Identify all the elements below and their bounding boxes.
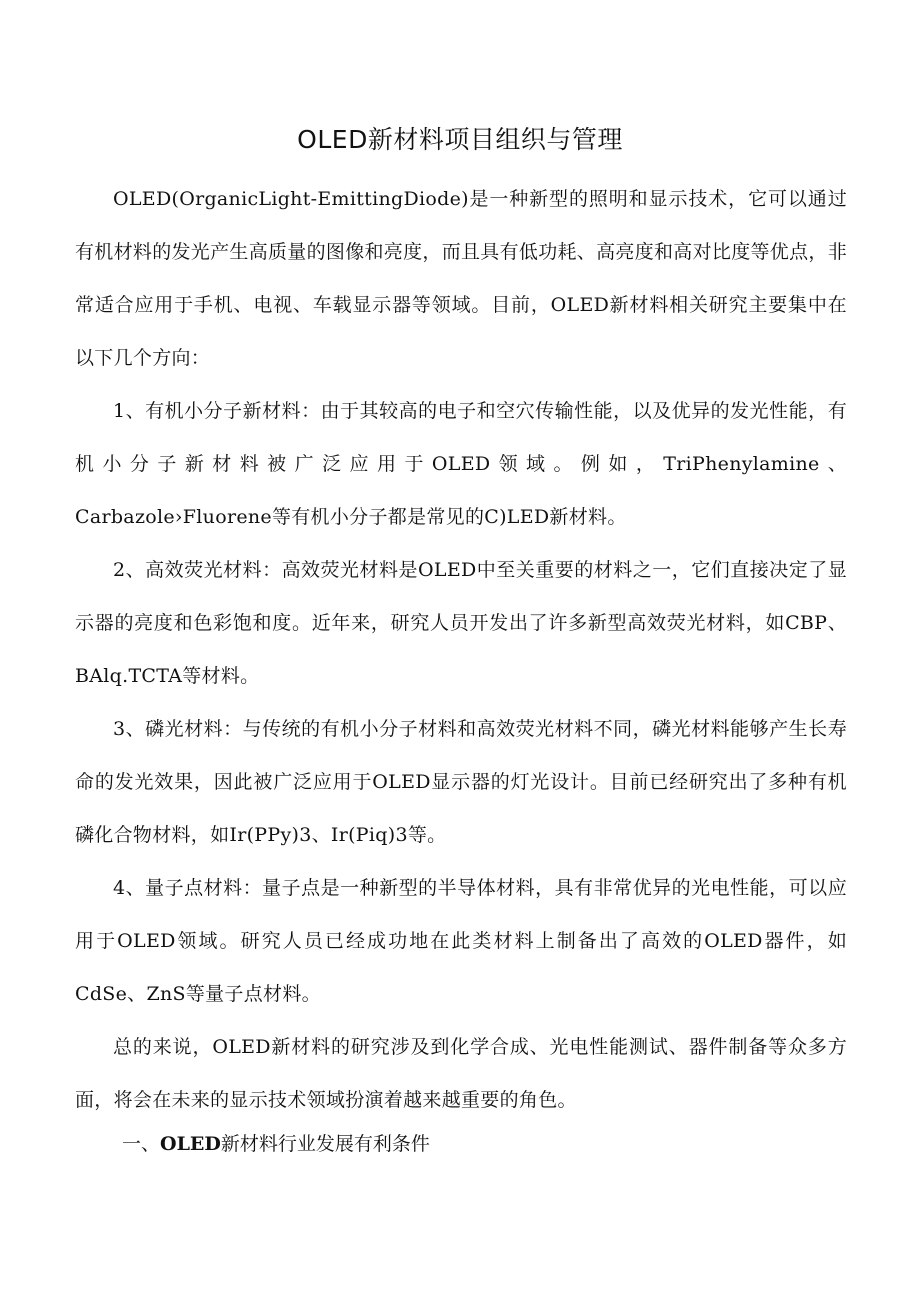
paragraph-summary: 总的来说，OLED新材料的研究涉及到化学合成、光电性能测试、器件制备等众多方面，将会在未来的显示技术领域扮演着越来越重要的角色。	[75, 1036, 847, 1111]
paragraph-phosphorescent: 3、磷光材料：与传统的有机小分子材料和高效荧光材料不同，磷光材料能够产生长寿命的发光效果，因此被广泛应用于OLED显示器的灯光设计。目前已经研究出了多种有机磷化合物材料，如Ir(PPy)3、Ir(Piq)3等。	[75, 718, 847, 846]
paragraph-quantum-dot: 4、量子点材料：量子点是一种新型的半导体材料，具有非常优异的光电性能，可以应用于OLED领域。研究人员已经成功地在此类材料上制备出了高效的OLED器件，如CdSe、ZnS等量子点材料。	[75, 877, 847, 1005]
section-heading	[122, 1126, 430, 1162]
section-heading-suffix: 新材料行业发展有利条件	[220, 1133, 430, 1155]
paragraph-small-molecule: 1、有机小分子新材料：由于其较高的电子和空穴传输性能，以及优异的发光性能，有机小分子新材料被广泛应用于OLED领域。例如，TriPhenylamine、Carbazole›Fluorene等有机小分子都是常见的C)LED新材料。	[75, 400, 847, 528]
section-heading-prefix: 一、	[122, 1133, 161, 1155]
intro-paragraph: OLED(OrganicLight-EmittingDiode)是一种新型的照明和显示技术，它可以通过有机材料的发光产生高质量的图像和亮度，而且具有低功耗、高亮度和高对比度等优点，非常适合应用于手机、电视、车载显示器等领域。目前，OLED新材料相关研究主要集中在以下几个方向：	[75, 188, 848, 369]
section-heading-bold: OLED	[160, 1133, 221, 1155]
document-title: OLED新材料项目组织与管理	[297, 125, 623, 154]
paragraph-fluorescent: 2、高效荧光材料：高效荧光材料是OLED中至关重要的材料之一，它们直接决定了显示器的亮度和色彩饱和度。近年来，研究人员开发出了许多新型高效荧光材料，如CBP、BAlq.TCTA等材料。	[75, 559, 847, 687]
